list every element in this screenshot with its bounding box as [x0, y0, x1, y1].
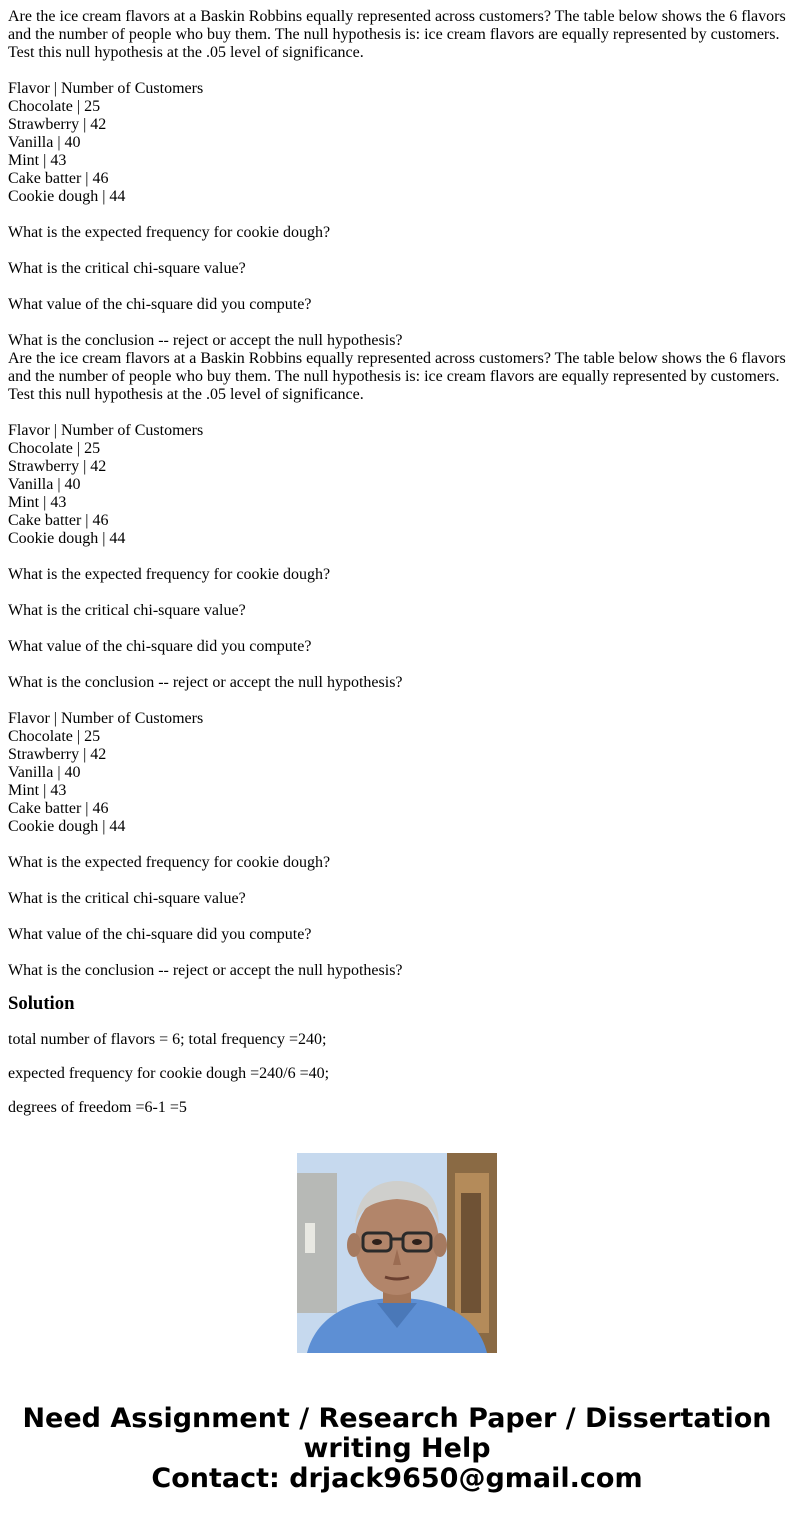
table-row: Cookie dough | 44 — [8, 188, 126, 205]
table-header: Flavor | Number of Customers — [8, 710, 204, 727]
solution-heading: Solution — [8, 993, 75, 1014]
question-intro: Are the ice cream flavors at a Baskin Robbins equally represented across customers? The table below shows the 6 flavors and the number of people who buy them. The null hypothesis is: ice cream flavors are equally represented by customers. Test this null hypothesis at the .05 level of significance. — [8, 350, 786, 403]
question-intro: Are the ice cream flavors at a Baskin Robbins equally represented across customers? The table below shows the 6 flavors and the number of people who buy them. The null hypothesis is: ice cream flavors are equally represented by customers. Test this null hypothesis at the .05 level of significance. — [8, 8, 786, 61]
table-header: Flavor | Number of Customers — [8, 80, 204, 97]
table-row: Mint | 43 — [8, 782, 67, 799]
table-header: Flavor | Number of Customers — [8, 422, 204, 439]
footer-cta — [0, 1404, 794, 1494]
solution-line: degrees of freedom =6-1 =5 — [8, 1099, 187, 1116]
table-row: Strawberry | 42 — [8, 746, 107, 763]
footer-line-help: writing Help — [303, 1433, 491, 1464]
question-expected-frequency: What is the expected frequency for cookie dough? — [8, 854, 331, 871]
question-computed-value: What value of the chi-square did you compute? — [8, 926, 312, 943]
table-row: Cookie dough | 44 — [8, 530, 126, 547]
footer-line-contact: Contact: drjack9650@gmail.com — [151, 1463, 643, 1494]
solution-line: total number of flavors = 6; total frequency =240; — [8, 1031, 327, 1048]
table-row: Strawberry | 42 — [8, 458, 107, 475]
table-row: Cake batter | 46 — [8, 512, 109, 529]
table-row: Chocolate | 25 — [8, 98, 101, 115]
question-critical-value: What is the critical chi-square value? — [8, 260, 246, 277]
solution-body — [8, 1031, 786, 1123]
question-computed-value: What value of the chi-square did you compute? — [8, 296, 312, 313]
question-expected-frequency: What is the expected frequency for cookie dough? — [8, 224, 331, 241]
table-row: Cake batter | 46 — [8, 170, 109, 187]
table-row: Mint | 43 — [8, 494, 67, 511]
table-row: Vanilla | 40 — [8, 476, 81, 493]
table-row: Cake batter | 46 — [8, 800, 109, 817]
question-conclusion: What is the conclusion -- reject or accept the null hypothesis? — [8, 332, 403, 349]
footer-line-assignment: Need Assignment / Research Paper / Dissertation — [22, 1403, 772, 1434]
question-computed-value: What value of the chi-square did you compute? — [8, 638, 312, 655]
table-row: Strawberry | 42 — [8, 116, 107, 133]
question-critical-value: What is the critical chi-square value? — [8, 890, 246, 907]
avatar-portrait-image — [297, 1153, 497, 1353]
table-row: Mint | 43 — [8, 152, 67, 169]
question-critical-value: What is the critical chi-square value? — [8, 602, 246, 619]
table-row: Chocolate | 25 — [8, 440, 101, 457]
question-conclusion: What is the conclusion -- reject or accept the null hypothesis? — [8, 674, 403, 691]
question-conclusion: What is the conclusion -- reject or accept the null hypothesis? — [8, 962, 403, 979]
table-row: Vanilla | 40 — [8, 764, 81, 781]
table-row: Chocolate | 25 — [8, 728, 101, 745]
table-row: Cookie dough | 44 — [8, 818, 126, 835]
avatar — [297, 1153, 497, 1353]
solution-line: expected frequency for cookie dough =240/6 =40; — [8, 1065, 330, 1082]
table-row: Vanilla | 40 — [8, 134, 81, 151]
question-expected-frequency: What is the expected frequency for cookie dough? — [8, 566, 331, 583]
